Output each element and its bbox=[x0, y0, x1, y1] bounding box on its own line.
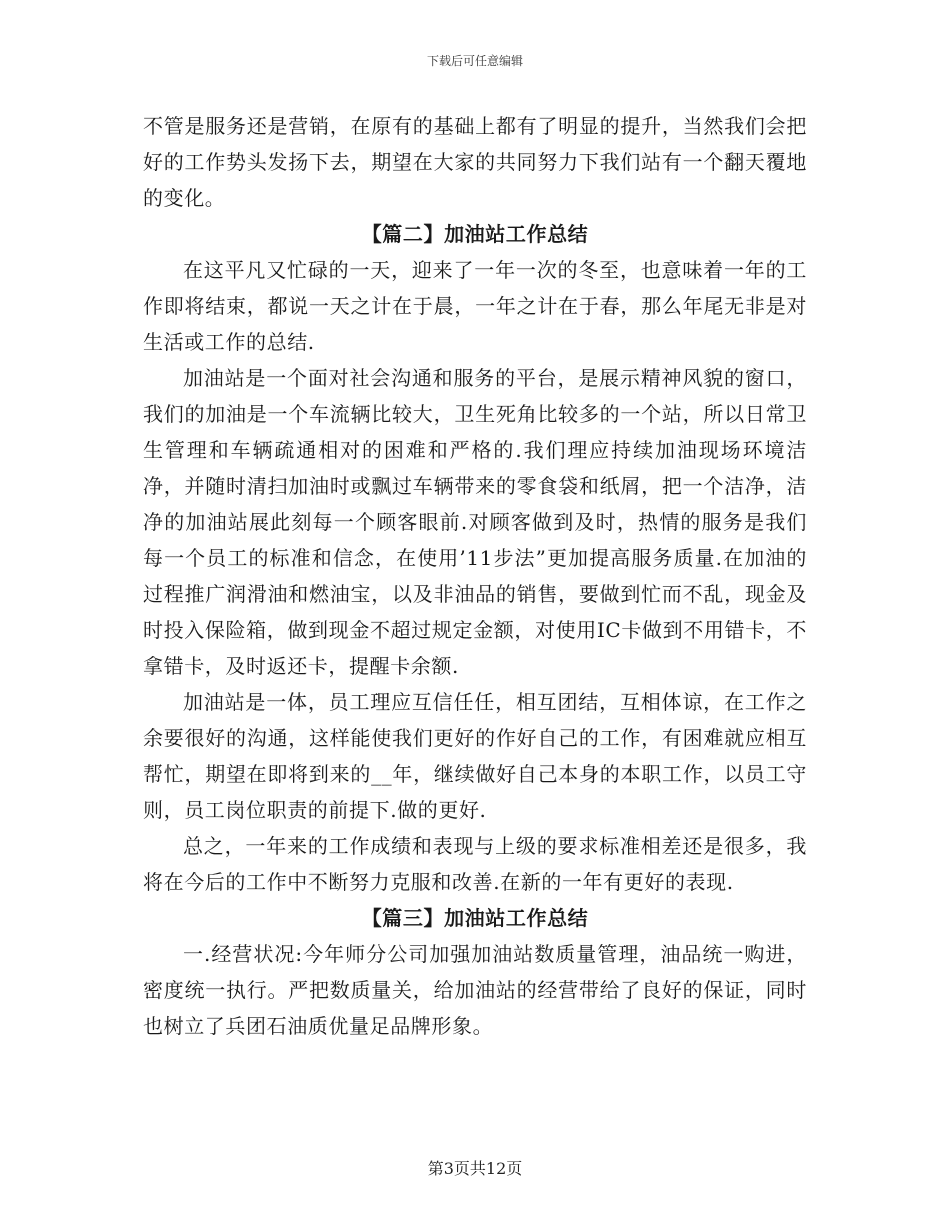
document-body bbox=[143, 108, 807, 1044]
paragraph-closing-part1: 不管是服务还是营销，在原有的基础上都有了明显的提升，当然我们会把好的工作势头发扬下去，期望在大家的共同努力下我们站有一个翻天覆地的变化。 bbox=[143, 114, 807, 210]
section-heading-part2: 【篇二】加油站工作总结 bbox=[361, 222, 589, 246]
paragraph-part2-intro: 在这平凡又忙碌的一天，迎来了一年一次的冬至，也意味着一年的工作即将结束，都说一天之计在于晨，一年之计在于春，那么年尾无非是对生活或工作的总结. bbox=[143, 258, 807, 354]
section-heading-part3: 【篇三】加油站工作总结 bbox=[361, 906, 589, 930]
paragraph-part2-summary: 总之，一年来的工作成绩和表现与上级的要求标准相差还是很多，我将在今后的工作中不断努力克服和改善.在新的一年有更好的表现. bbox=[143, 834, 807, 894]
paragraph-part2-service: 加油站是一个面对社会沟通和服务的平台，是展示精神风貌的窗口，我们的加油是一个车流辆比较大，卫生死角比较多的一个站，所以日常卫生管理和车辆疏通相对的困难和严格的.我们理应持续加油现场环境洁净，并随时清扫加油时或飘过车辆带来的零食袋和纸屑，把一个洁净，洁净的加油站展此刻每一个顾客眼前.对顾客做到及时，热情的服务是我们每一个员工的标准和信念，在使用’11步法”更加提高服务质量.在加油的过程推广润滑油和燃油宝，以及非油品的销售，要做到忙而不乱，现金及时投入保险箱，做到现金不超过规定金额，对使用IC卡做到不用错卡，不拿错卡，及时返还卡，提醒卡余额. bbox=[143, 366, 807, 678]
paragraph-part3-operations: 一.经营状况:今年师分公司加强加油站数质量管理，油品统一购进，密度统一执行。严把数质量关，给加油站的经营带给了良好的保证，同时也树立了兵团石油质优量足品牌形象。 bbox=[143, 942, 807, 1038]
page-header: 下载后可任意编辑 bbox=[426, 54, 523, 68]
page-footer: 第3页共12页 bbox=[427, 1159, 523, 1178]
paragraph-part2-team: 加油站是一体，员工理应互信任任，相互团结，互相体谅，在工作之余要很好的沟通，这样能使我们更好的作好自己的工作，有困难就应相互帮忙，期望在即将到来的__年，继续做好自己本身的本职工作，以员工守则，员工岗位职责的前提下.做的更好. bbox=[143, 690, 807, 822]
